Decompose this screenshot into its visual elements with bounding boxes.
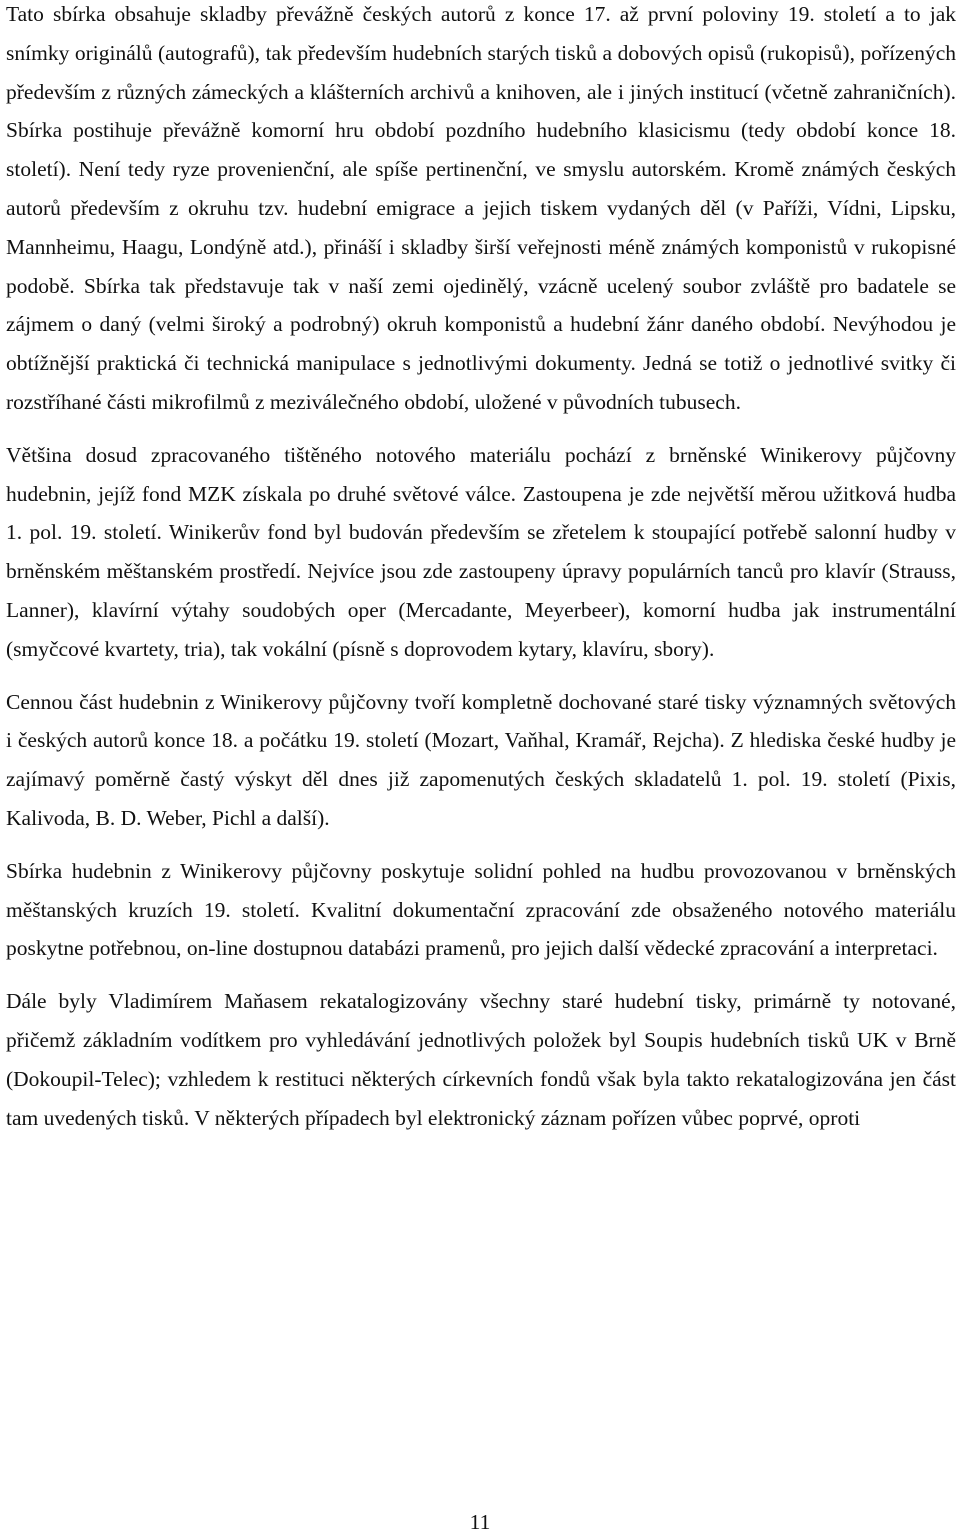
paragraph-collection-value: Sbírka hudebnin z Winikerovy půjčovny poskytuje solidní pohled na hudbu provozovanou v brněnských měštanských kruzích 19. století. Kvalitní dokumentační zpracování zde obsaženého notového materiálu poskytne potřebnou, on-line dostupnou databázi pramenů, pro jejich další vědecké zpracování a interpretaci. (6, 858, 956, 961)
document-body (6, 0, 956, 1151)
paragraph-collection-description: Tato sbírka obsahuje skladby převážně českých autorů z konce 17. až první poloviny 19. století a to jak snímky originálů (autografů), tak především hudebních starých tisků a dobových opisů (rukopisů), pořízených především z různých zámeckých a klášterních archivů a knihoven, ale i jiných institucí (včetně zahraničních). Sbírka postihuje převážně komorní hru období pozdního hudebního klasicismu (tedy období konce 18. století). Není tedy ryze provenienční, ale spíše pertinenční, ve smyslu autorském. Kromě známých českých autorů především z okruhu tzv. hudební emigrace a jejich tiskem vydaných děl (v Paříži, Vídni, Lipsku, Mannheimu, Haagu, Londýně atd.), přináší i skladby širší veřejnosti méně známých komponistů v rukopisné podobě. Sbírka tak představuje tak v naší zemi ojedinělý, vzácně ucelený soubor zvláště pro badatele se zájmem o daný (velmi široký a podrobný) okruh komponistů a hudební žánr daného období. Nevýhodou je obtížnější praktická či technická manipulace s jednotlivými dokumenty. Jedná se totiž o jednotlivé svitky či rozstříhané části mikrofilmů z meziválečného období, uložené v původních tubusech. (6, 2, 956, 414)
paragraph-recatalogization: Dále byly Vladimírem Maňasem rekatalogizovány všechny staré hudební tisky, primárně ty notované, přičemž základním vodítkem pro vyhledávání jednotlivých položek byl Soupis hudebních tisků UK v Brně (Dokoupil-Telec); vzhledem k restituci některých církevních fondů však byla takto rekatalogizována jen část tam uvedených tisků. V některých případech byl elektronický záznam pořízen vůbec poprvé, oproti (6, 989, 956, 1130)
paragraph-old-prints: Cennou část hudebnin z Winikerovy půjčovny tvoří kompletně dochované staré tisky významných světových i českých autorů konce 18. a počátku 19. století (Mozart, Vaňhal, Kramář, Rejcha). Z hlediska české hudby je zajímavý poměrně častý výskyt děl dnes již zapomenutých českých skladatelů 1. pol. 19. století (Pixis, Kalivoda, B. D. Weber, Pichl a další). (6, 689, 956, 830)
paragraph-winiker-fond: Většina dosud zpracovaného tištěného notového materiálu pochází z brněnské Winikerovy půjčovny hudebnin, jejíž fond MZK získala po druhé světové válce. Zastoupena je zde největší měrou užitková hudba 1. pol. 19. století. Winikerův fond byl budován především se zřetelem k stoupající potřebě salonní hudby v brněnském měštanském prostředí. Nejvíce jsou zde zastoupeny úpravy populárních tanců pro klavír (Strauss, Lanner), klavírní výtahy soudobých oper (Mercadante, Meyerbeer), komorní hudba jak instrumentální (smyčcové kvartety, tria), tak vokální (písně s doprovodem kytary, klavíru, sbory). (6, 442, 956, 661)
page-number: 11 (469, 1510, 491, 1534)
